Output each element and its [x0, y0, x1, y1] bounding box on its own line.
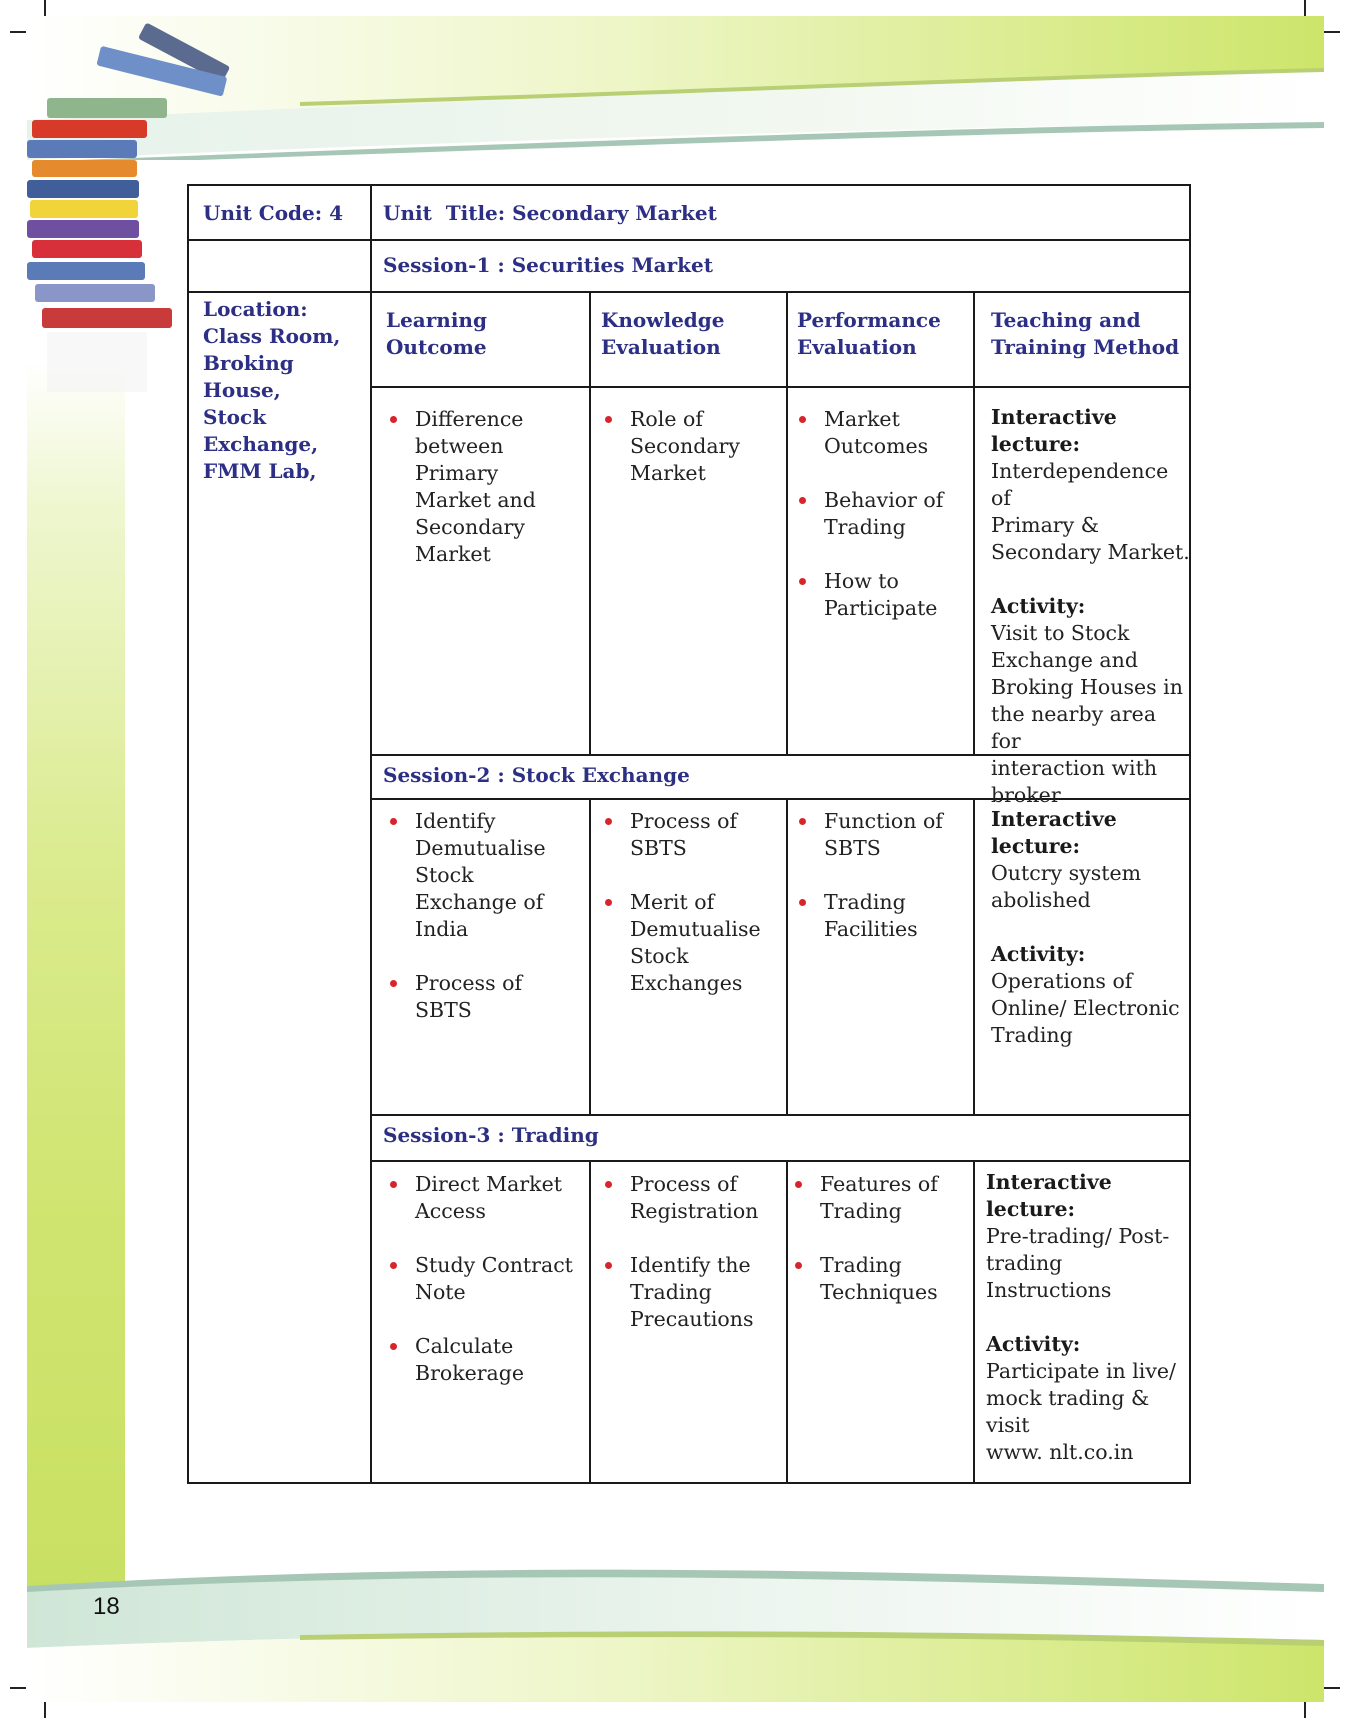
list-item: Calculate Brokerage: [383, 1333, 583, 1387]
unit-code: Unit Code: 4: [203, 201, 344, 225]
list-item: How to Participate: [792, 568, 972, 622]
session-3-performance: [788, 1171, 972, 1333]
interactive-lecture-label: Interactive lecture:: [991, 405, 1117, 456]
session-title: Session-2 : Stock Exchange: [383, 763, 690, 787]
interactive-lecture-text: Pre-trading/ Post- trading Instructions: [986, 1224, 1170, 1302]
page-number: 18: [93, 1593, 120, 1620]
col-header-knowledge-evaluation: Knowledge Evaluation: [601, 308, 725, 359]
location: Location: Class Room, Broking House, Stock Exchange, FMM Lab,: [203, 297, 341, 483]
interactive-lecture-text: Outcry system abolished: [991, 861, 1142, 912]
list-item: Study Contract Note: [383, 1252, 583, 1306]
session-1-teaching: [991, 404, 1191, 809]
list-item: Market Outcomes: [792, 406, 972, 460]
list-item: Process of SBTS: [383, 970, 583, 1024]
list-item: Direct Market Access: [383, 1171, 583, 1225]
session-2-performance: [792, 808, 972, 970]
activity-text: Visit to Stock Exchange and Broking Houses in the nearby area for interaction with broker: [991, 621, 1183, 807]
col-divider: [589, 798, 591, 1115]
list-item: Trading Facilities: [792, 889, 972, 943]
session-1-knowledge: [598, 406, 783, 514]
unit-title: Unit Title: Secondary Market: [383, 201, 717, 225]
list-item: Process of Registration: [598, 1171, 783, 1225]
session-1-performance: [792, 406, 972, 649]
col-header-teaching-method: Teaching and Training Method: [991, 308, 1180, 359]
col-divider: [589, 291, 591, 755]
col-header-performance-evaluation: Performance Evaluation: [797, 308, 941, 359]
activity-label: Activity:: [991, 942, 1086, 966]
col-divider: [973, 1160, 975, 1482]
session-2-knowledge: [598, 808, 783, 1024]
activity-label: Activity:: [986, 1332, 1081, 1356]
list-item: Behavior of Trading: [792, 487, 972, 541]
list-item: Features of Trading: [788, 1171, 972, 1225]
interactive-lecture-label: Interactive lecture:: [986, 1170, 1112, 1221]
session-title: Session-3 : Trading: [383, 1123, 599, 1147]
row-divider: [371, 1160, 1189, 1162]
session-1-learning: [383, 406, 583, 595]
activity-text: Participate in live/ mock trading & visit www. nlt.co.in: [986, 1359, 1176, 1464]
bottom-decorative-band: [0, 1545, 1350, 1718]
col-divider: [589, 1160, 591, 1482]
session-2-teaching: [991, 806, 1191, 1049]
col-divider: [973, 291, 975, 755]
session-3-knowledge: [598, 1171, 783, 1360]
row-divider: [371, 386, 1189, 388]
row-divider: [189, 291, 1189, 293]
list-item: Process of SBTS: [598, 808, 783, 862]
row-divider: [371, 1114, 1189, 1116]
col-divider: [786, 798, 788, 1115]
col-divider: [973, 798, 975, 1115]
list-item: Identify the Trading Precautions: [598, 1252, 783, 1333]
session-2-learning: [383, 808, 583, 1051]
col-divider: [786, 291, 788, 755]
unit-syllabus-table: [187, 184, 1191, 1484]
left-green-band: [27, 360, 125, 1600]
list-item: Merit of Demutualise Stock Exchanges: [598, 889, 783, 997]
list-item: Role of Secondary Market: [598, 406, 783, 487]
activity-label: Activity:: [991, 594, 1086, 618]
session-title: Session-1 : Securities Market: [383, 253, 713, 277]
col-header-learning-outcome: Learning Outcome: [386, 308, 487, 359]
row-divider: [189, 239, 1189, 241]
interactive-lecture-text: Interdependence of Primary & Secondary Market.: [991, 459, 1190, 564]
session-3-learning: [383, 1171, 583, 1414]
list-item: Identify Demutualise Stock Exchange of India: [383, 808, 583, 943]
list-item: Difference between Primary Market and Secondary Market: [383, 406, 583, 568]
col-divider: [370, 186, 372, 1482]
interactive-lecture-label: Interactive lecture:: [991, 807, 1117, 858]
list-item: Function of SBTS: [792, 808, 972, 862]
session-3-teaching: [986, 1169, 1191, 1466]
list-item: Trading Techniques: [788, 1252, 972, 1306]
activity-text: Operations of Online/ Electronic Trading: [991, 969, 1180, 1047]
